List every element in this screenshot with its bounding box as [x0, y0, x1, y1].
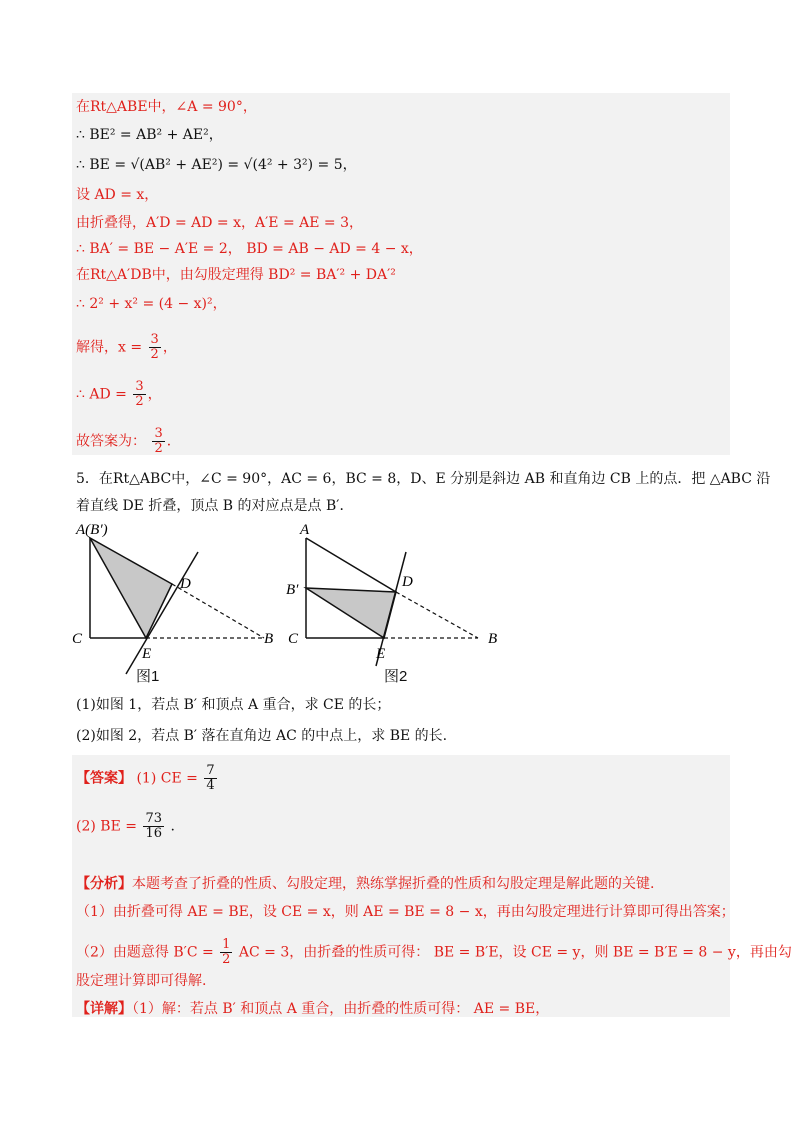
segment-AD	[306, 538, 396, 592]
problem-statement: 着直线 DE 折叠，顶点 B 的对应点是点 B′．	[76, 498, 354, 514]
solution-line: 由折叠得，A′D = AD = x，A′E = AE = 3，	[76, 215, 364, 231]
figure-1	[72, 516, 292, 686]
fraction: $\frac{1}{2}$	[222, 937, 231, 967]
fraction: $\frac{3}{2}$	[154, 426, 163, 456]
figure-1-caption: 图1	[136, 668, 160, 685]
figure-2-caption: 图2	[384, 668, 408, 685]
analysis-text: 本题考查了折叠的性质、勾股定理，熟练掌握折叠的性质和勾股定理是解此题的关键.	[132, 876, 655, 892]
shaded-triangle	[90, 538, 172, 638]
label-D: D	[180, 576, 191, 592]
label-A: A(B′)	[76, 522, 108, 538]
solution-line: ∴ AD = $\frac{3}{2}$ ，	[76, 379, 162, 409]
solution-line: 设 AD = x，	[76, 187, 159, 203]
segment-DB-dashed	[396, 592, 478, 638]
solution-line: 故答案为： $\frac{3}{2}$ ．	[76, 426, 181, 456]
analysis-suffix: AC = 3，由折叠的性质可得： BE = B′E，设 CE = y，则 BE = B′E = 8 − y，再由勾	[238, 944, 792, 961]
answer-label: 【答案】	[76, 770, 132, 787]
label-Bprime: B′	[286, 582, 299, 598]
figure-2	[284, 516, 504, 686]
solution-line: ∴ BE = √(AB² + AE²) = √(4² + 3²) = 5，	[76, 157, 357, 173]
solution-line: ∴ 2² + x² = (4 − x)²，	[76, 296, 227, 312]
label-D: D	[402, 574, 413, 590]
solution-line: 在Rt△A′DB中，由勾股定理得 BD² = BA′² + DA′²	[76, 267, 396, 283]
shaded-triangle	[306, 588, 396, 638]
label-C: C	[288, 631, 299, 647]
solution-line: 解得，x = $\frac{3}{2}$ ，	[76, 332, 177, 362]
solution-prefix: 故答案为：	[76, 433, 146, 450]
answer-line	[76, 764, 219, 793]
segment-DB-dashed	[172, 584, 264, 638]
detail-line	[76, 1000, 549, 1018]
fraction: $\frac{7}{4}$	[206, 763, 215, 793]
label-C: C	[72, 631, 83, 647]
answer-suffix: .	[170, 818, 175, 835]
label-A: A	[300, 522, 310, 538]
sub-question: (2)如图 2，若点 B′ 落在直角边 AC 的中点上，求 BE 的长.	[76, 728, 448, 744]
analysis-prefix: （2）由题意得 B′C =	[76, 944, 214, 961]
solution-line: ∴ BA′ = BE − A′E = 2， BD = AB − AD = 4 − x，	[76, 241, 423, 257]
analysis-line: （1）由折叠可得 AE = BE，设 CE = x，则 AE = BE = 8 − x，再由勾股定理进行计算即可得出答案；	[76, 904, 735, 920]
analysis-line	[76, 875, 654, 893]
solution-prefix: ∴ AD =	[76, 386, 127, 403]
answer-1: (1) CE =	[136, 770, 198, 787]
detail-label: 【详解】	[76, 1001, 132, 1017]
fraction: $\frac{73}{16}$	[145, 811, 162, 841]
analysis-label: 【分析】	[76, 876, 132, 892]
label-B: B	[488, 631, 498, 647]
label-B: B	[264, 631, 274, 647]
label-E: E	[376, 646, 386, 662]
label-E: E	[142, 646, 152, 662]
solution-line: 在Rt△ABE中，∠A = 90°，	[76, 99, 257, 115]
answer-2: (2) BE =	[76, 818, 137, 835]
solution-line: ∴ BE² = AB² + AE²，	[76, 127, 223, 143]
fraction: $\frac{3}{2}$	[135, 379, 144, 409]
problem-statement: 5．在Rt△ABC中，∠C = 90°，AC = 6，BC = 8，D、E 分别是斜边 AB 和直角边 CB 上的点．把 △ABC 沿	[76, 471, 771, 487]
answer-line	[76, 812, 175, 841]
detail-text: （1）解：若点 B′ 和顶点 A 重合，由折叠的性质可得： AE = BE，	[132, 1001, 550, 1017]
sub-question: (1)如图 1，若点 B′ 和顶点 A 重合，求 CE 的长；	[76, 697, 391, 713]
analysis-line: 股定理计算即可得解.	[76, 973, 207, 989]
fraction: $\frac{3}{2}$	[150, 332, 159, 362]
analysis-line	[76, 938, 792, 967]
solution-prefix: 解得，x =	[76, 339, 143, 356]
